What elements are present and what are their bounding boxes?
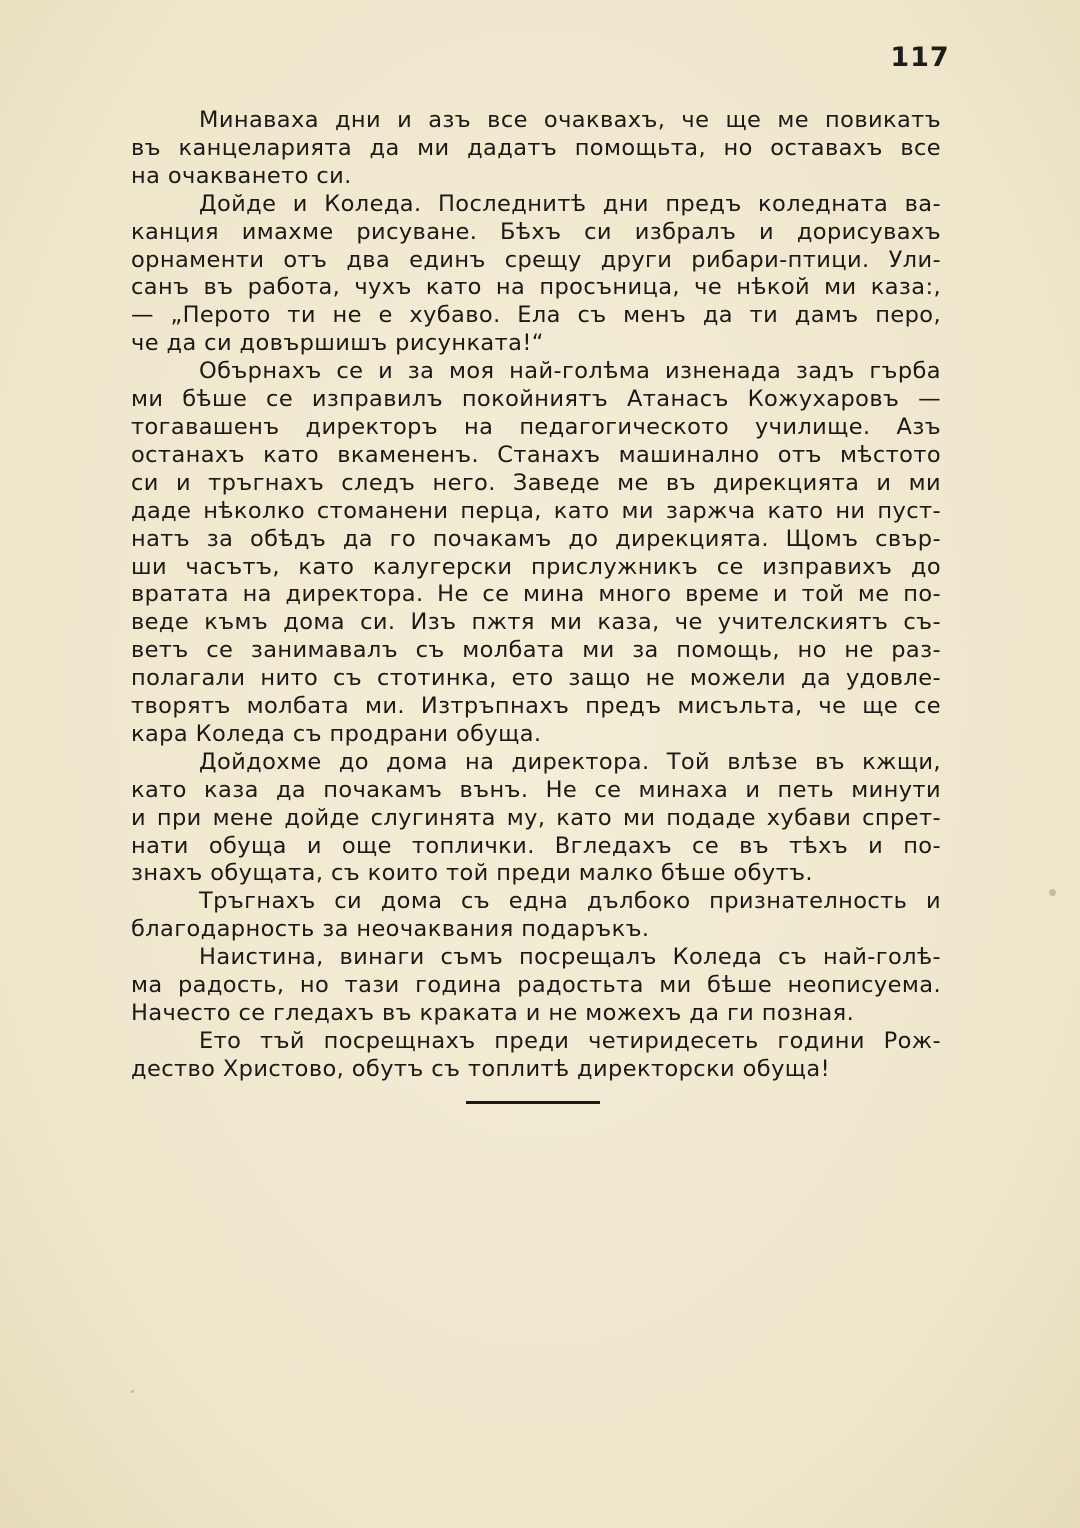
text-line: Обърнахъ се и за моя най-голѣма изненада задъ гърба — [199, 358, 941, 385]
text-line: ма радость, но тази година радостьта ми бѣше неописуема. — [131, 972, 941, 999]
text-line: Начесто се гледахъ въ краката и не можехъ да ги позная. — [131, 1000, 855, 1026]
text-line: и при мене дойде слугинята му, като ми подаде хубави спрет- — [131, 804, 941, 831]
page-number: 117 — [890, 42, 950, 73]
paragraph — [131, 749, 941, 889]
text-line: Тръгнахъ си дома съ една дълбоко признателность и — [199, 888, 941, 915]
text-line: Дойде и Коледа. Последнитѣ дни предъ коледната ва- — [199, 190, 941, 217]
text-line: на очакването си. — [131, 162, 352, 189]
text-line: веде къмъ дома си. Изъ пжтя ми каза, че учителскиятъ съ- — [131, 609, 941, 636]
paper-speck — [1049, 889, 1056, 896]
text-line: санъ въ работа, чухъ като на просъница, че нѣкой ми каза:, — [131, 274, 941, 301]
text-line: ши часътъ, като калугерски прислужникъ се изправихъ до — [131, 553, 941, 580]
text-line: орнаменти отъ два единъ срещу други рибари-птици. Ули- — [131, 246, 941, 273]
text-line: че да си довършишъ рисунката!“ — [131, 330, 544, 357]
text-line: ветъ се занимавалъ съ молбата ми за помощь, но не раз- — [131, 637, 941, 664]
section-divider — [466, 1101, 600, 1104]
text-line: даде нѣколко стоманени перца, като ми заржча като ни пуст- — [131, 497, 941, 524]
text-line: като каза да почакамъ вънъ. Не се минаха и петь минути — [131, 776, 941, 803]
text-line: нати обуща и още топлички. Вгледахъ се въ тѣхъ и по- — [131, 832, 941, 859]
text-line: вратата на директора. Не се мина много време и той ме по- — [131, 581, 941, 608]
paragraph — [131, 358, 941, 749]
text-line: въ канцеларията да ми дадатъ помощьта, но оставахъ все — [131, 134, 941, 161]
text-line: останахъ като вкамененъ. Станахъ машинално отъ мѣстото — [131, 441, 941, 468]
text-line: творятъ молбата ми. Изтръпнахъ предъ мисъльта, че ще се — [131, 693, 941, 720]
text-line: ми бѣше се изправилъ покойниятъ Атанасъ Кожухаровъ — — [131, 386, 941, 413]
text-line: си и тръгнахъ следъ него. Заведе ме въ дирекцията и ми — [131, 469, 941, 496]
text-line: натъ за обѣдъ да го почакамъ до дирекцията. Щомъ свър- — [131, 525, 941, 552]
body-text — [131, 107, 941, 1084]
text-line: дество Христово, обутъ съ топлитѣ директорски обуща! — [131, 1055, 830, 1082]
paragraph — [131, 888, 941, 944]
paragraph — [131, 191, 941, 358]
paragraph — [131, 107, 941, 191]
paragraph — [131, 1028, 941, 1084]
paragraph — [131, 944, 941, 1028]
paper-speck — [131, 1390, 134, 1393]
text-line: кара Коледа съ продрани обуща. — [131, 720, 542, 747]
text-line: Ето тъй посрещнахъ преди четиридесеть години Рож- — [199, 1027, 941, 1054]
text-line: Минаваха дни и азъ все очаквахъ, че ще ме повикатъ — [199, 107, 941, 133]
text-line: Наистина, винаги съмъ посрещалъ Коледа съ най-голѣ- — [199, 944, 941, 971]
text-line: знахъ обущата, съ които той преди малко бѣше обутъ. — [131, 860, 813, 887]
text-line: — „Перото ти не е хубаво. Ела съ менъ да ти дамъ перо, — [131, 302, 941, 329]
text-line: тогавашенъ директоръ на педагогическото училище. Азъ — [131, 413, 941, 440]
text-line: Дойдохме до дома на директора. Той влѣзе въ кжщи, — [199, 748, 941, 775]
text-line: полагали нито съ стотинка, ето защо не можели да удовле- — [131, 665, 941, 692]
text-line: благодарность за неочаквания подаръкъ. — [131, 916, 650, 943]
text-line: канция имахме рисуване. Бѣхъ си избралъ и дорисувахъ — [131, 218, 941, 245]
